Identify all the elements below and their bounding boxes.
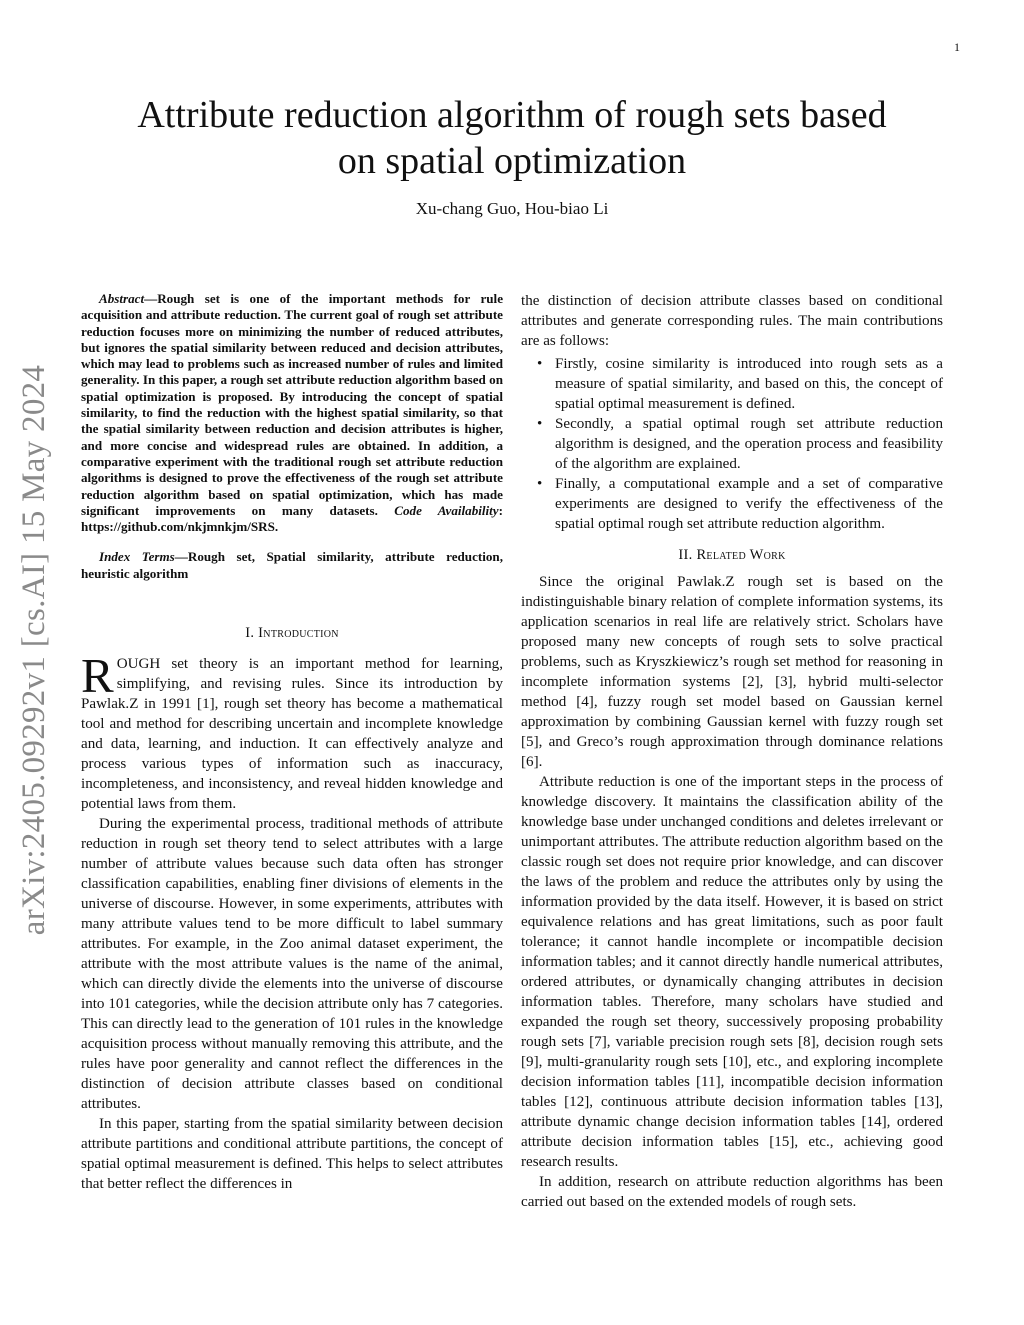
contribution-text: Firstly, cosine similarity is introduced into rough sets as a measure of spatial similarity, and based on this, the concept of spatial optimal measurement is defined.	[555, 356, 943, 412]
title-line-1: Attribute reduction algorithm of rough sets based	[137, 94, 887, 136]
index-terms-label: Index Terms	[99, 549, 175, 565]
bullet-icon: •	[537, 416, 543, 432]
intro-paragraph-3-continued: the distinction of decision attribute classes based on conditional attributes and generate corresponding rules. The main contributions are as follows:	[521, 293, 943, 349]
bullet-icon: •	[537, 476, 543, 492]
bullet-icon: •	[537, 356, 543, 372]
intro-paragraph-1	[81, 648, 503, 814]
page-number: 1	[954, 40, 960, 54]
related-paragraph-2: Attribute reduction is one of the important steps in the process of knowledge discovery. It maintains the classification ability of the knowledge base under unchanged conditions and deletes irrelevant or unimportant attributes. The attribute reduction algorithm based on the classic rough set does not require prior knowledge, and can discover the laws of the problem and reduce the attributes only by using the information provided by the data itself. However, it is based on strict equivalence relations and has great limitations, such as poor fault tolerance; it cannot handle incomplete or incompatible decision information tables; and it cannot directly handle numerical attributes, ordered attributes, or dynamically changing attributes in decision information tables. Therefore, many scholars have studied and expanded the rough set theory, successively proposing probability rough sets [7], variable precision rough sets [8], decision rough sets [9], multi-granularity rough sets [10], etc., and exploring incomplete decision information tables [11], incompatible decision information tables [12], continuous attribute decision information tables [13], attribute dynamic change decision information tables [14], ordered attribute decision information tables [15], etc., achieving good research results.	[521, 774, 943, 1170]
intro-paragraph-2: During the experimental process, traditional methods of attribute reduction in rough set theory tend to select attributes with a large number of attribute values because such data often has stronger classification capabilities, enabling finer divisions of elements in the universe of discourse. However, in some experiments, attributes with many attribute values tend to be more difficult to label summary attributes. For example, in the Zoo animal dataset experiment, the attribute with the most attribute values is the name of the animal, which can directly divide the elements into the universe of discourse into 101 categories, while the decision attribute only has 7 categories. This can directly lead to the generation of 101 rules in the knowledge acquisition process without manually removing this attribute, and the rules have poor generality and cannot reflect the differences in the distinction of decision attribute classes based on conditional attributes.	[81, 816, 503, 1113]
contribution-item	[521, 414, 943, 474]
code-url[interactable]: https://github.com/nkjmnkjm/SRS.	[81, 519, 279, 535]
abstract: Abstract—Rough set is one of the important methods for rule acquisition and attribute reduction. The current goal of rough set attribute reduction focuses more on minimizing the number of reduced attributes, but ignores the spatial similarity between reduced and decision attributes, which may lead to problems such as increased number of rules and limited generality. In this paper, a rough set attribute reduction algorithm based on spatial optimization is proposed. By introducing the concept of spatial similarity, to find the reduction with the highest spatial similarity, so that the spatial similarity between reduction and decision attributes is higher, and more concise and widespread rules are obtained. In addition, a comparative experiment with the traditional rough set attribute reduction algorithms is designed to prove the effectiveness of the rough set attribute reduction algorithm based on spatial optimization, which has made significant improvements on many datasets. Code Availability: https://github.com/nkjmnkjm/SRS.	[81, 291, 503, 535]
contribution-text: Finally, a computational example and a set of comparative experiments are designed to verify the effectiveness of the spatial optimal rough set attribute reduction algorithm.	[555, 476, 943, 532]
contribution-item	[521, 354, 943, 414]
abstract-label: Abstract	[99, 291, 145, 306]
related-paragraph-3: In addition, research on attribute reduction algorithms has been carried out based on the extended models of rough sets.	[521, 1174, 943, 1210]
section-heading-related-work: II. Related Work	[678, 547, 786, 563]
related-paragraph-1: Since the original Pawlak.Z rough set is based on the indistinguishable binary relation of complete information systems, its application scenarios in real life are relatively strict. Scholars have proposed many new concepts of rough sets to solve practical problems, such as Kryszkiewicz’s rough set method for reasoning in incomplete information systems [2], [3], hybrid multi-selector method [4], fuzzy rough set model based on Gaussian kernel approximation by combining Gaussian kernel with fuzzy rough set [5], and Greco’s rough approximation through dominance relations [6].	[521, 574, 943, 770]
title-line-2: on spatial optimization	[337, 140, 687, 182]
intro-paragraph-1-text: OUGH set theory is an important method for learning, simplifying, and revising rules. Since its introduction by Pawlak.Z in 1991 [1], rough set theory has become a mathematical tool and method for describing uncertain and incomplete knowledge and data, learning, and induction. It can effectively analyze and process various types of information such as inaccuracy, incompleteness, and inconsistency, and reveal hidden knowledge and potential laws from them.	[81, 656, 503, 813]
abstract-text: Rough set is one of the important methods for rule acquisition and attribute reduction. The current goal of rough set attribute reduction focuses more on minimizing the number of reduced attributes, but ignores the spatial similarity between reduced and decision attributes, which may lead to problems such as increased number of rules and limited generality. In this paper, a rough set attribute reduction algorithm based on spatial optimization is proposed. By introducing the concept of spatial similarity, to find the reduction with the highest spatial similarity, so that the spatial similarity between reduction and decision attributes is higher, and more concise and widespread rules are obtained. In addition, a comparative experiment with the traditional rough set attribute reduction algorithms is designed to prove the effectiveness of the rough set attribute reduction algorithm based on spatial optimization, which has made significant improvements on many datasets.	[81, 291, 503, 518]
section-heading-introduction: I. Introduction	[245, 625, 339, 642]
right-column	[521, 291, 943, 1212]
drop-cap: R	[81, 648, 114, 704]
authors: Xu-chang Guo, Hou-biao Li	[415, 199, 609, 218]
contribution-item	[521, 474, 943, 534]
contribution-text: Secondly, a spatial optimal rough set attribute reduction algorithm is designed, and the operation process and feasibility of the algorithm are explained.	[555, 416, 943, 472]
intro-paragraph-3: In this paper, starting from the spatial similarity between decision attribute partitions and conditional attribute partitions, the concept of spatial optimal measurement is defined. This helps to select attributes that better reflect the differences in	[81, 1116, 503, 1193]
left-column	[81, 291, 503, 1194]
paper-title	[60, 92, 964, 184]
contributions-list	[521, 354, 943, 534]
index-terms: Index Terms—Rough set, Spatial similarity, attribute reduction, heuristic algorithm	[81, 549, 503, 581]
code-availability-label: Code Availability	[394, 502, 499, 518]
arxiv-identifier: arXiv:2405.09292v1 [cs.AI] 15 May 2024	[16, 364, 52, 936]
index-terms-text: Rough set, Spatial similarity, attribute reduction, heuristic algorithm	[81, 549, 503, 581]
